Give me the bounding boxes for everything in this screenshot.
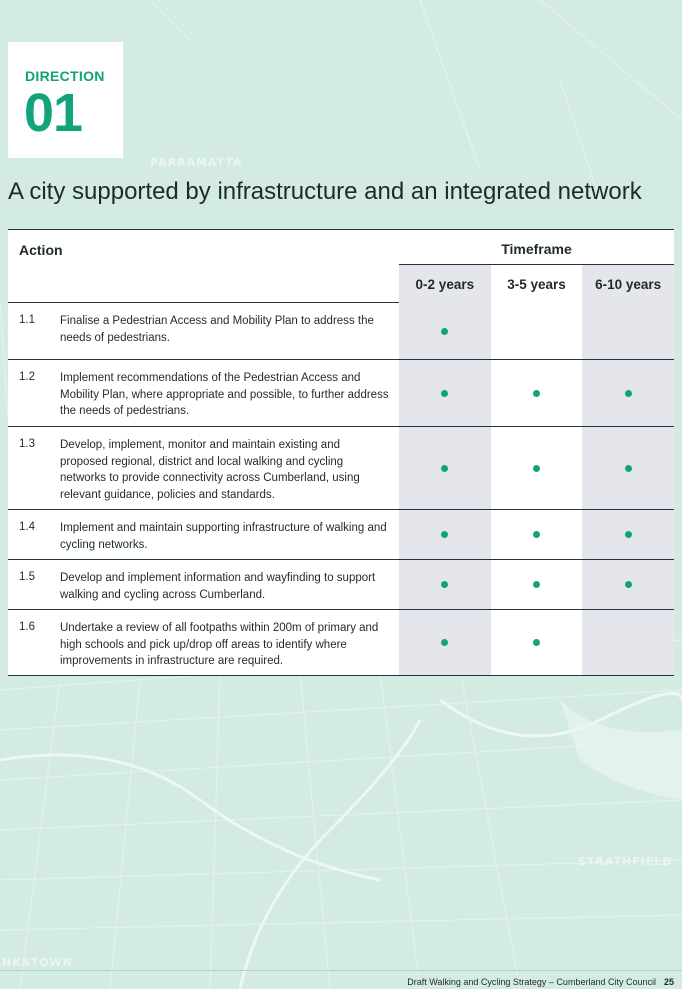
cell-0-2 [399,610,491,675]
mark-dot-icon [533,581,540,588]
mark-dot-icon [625,581,632,588]
table-row [8,510,674,560]
mark-dot-icon [533,390,540,397]
cell-3-5 [491,560,583,609]
action-description: Implement and maintain supporting infrastructure of walking and cycling networks. [60,522,387,551]
cell-3-5 [491,510,583,559]
map-label-bottom-left: NKSTOWN [2,956,73,969]
timeframe-0-2-header: 0-2 years [399,265,491,303]
action-description: Develop and implement information and wayfinding to support walking and cycling across Cumberland. [60,572,376,601]
action-number: 1.2 [19,371,35,383]
action-number: 1.6 [19,621,35,633]
timeframe-column-header: Timeframe [501,241,572,257]
table-row [8,360,674,427]
map-label-top: PARRAMATTA [150,156,243,169]
mark-dot-icon [533,531,540,538]
cell-3-5 [491,360,583,426]
mark-dot-icon [625,465,632,472]
table-header [8,229,674,303]
action-number: 1.3 [19,438,35,450]
table-row [8,610,674,676]
timeframe-3-5-header: 3-5 years [491,265,583,303]
timeframe-6-10-header: 6-10 years [582,265,674,303]
mark-dot-icon [625,531,632,538]
cell-6-10 [582,610,674,675]
action-column-header: Action [19,242,63,258]
mark-dot-icon [441,390,448,397]
direction-label: DIRECTION [25,68,105,84]
direction-number: 01 [24,83,83,143]
cell-0-2 [399,360,491,426]
table-row [8,560,674,610]
cell-6-10 [582,510,674,559]
mark-dot-icon [625,390,632,397]
action-number: 1.5 [19,571,35,583]
cell-6-10 [582,427,674,509]
mark-dot-icon [441,465,448,472]
action-table [8,229,674,676]
map-label-right: STRATHFIELD [578,855,673,868]
cell-0-2 [399,427,491,509]
cell-0-2 [399,303,491,359]
direction-box [8,42,123,158]
timeframe-subheaders [399,264,674,303]
cell-3-5 [491,427,583,509]
mark-dot-icon [441,639,448,646]
page-footer [407,977,674,987]
action-description: Implement recommendations of the Pedestrian Access and Mobility Plan, where appropriate and possible, to further address the needs of pedestrians. [60,372,389,417]
action-number: 1.1 [19,314,35,326]
table-row [8,303,674,360]
table-row [8,427,674,510]
footer-text: Draft Walking and Cycling Strategy – Cumberland City Council [407,977,656,987]
action-number: 1.4 [19,521,35,533]
mark-dot-icon [441,581,448,588]
page-number: 25 [663,977,674,987]
mark-dot-icon [533,465,540,472]
cell-6-10 [582,360,674,426]
footer-rule [0,970,682,971]
cell-3-5 [491,610,583,675]
action-description: Undertake a review of all footpaths within 200m of primary and high schools and pick up/drop off areas to identify where improvements in infrastructure are required. [60,622,379,667]
mark-dot-icon [441,328,448,335]
page-title: A city supported by infrastructure and an integrated network [8,178,642,205]
cell-0-2 [399,510,491,559]
mark-dot-icon [441,531,448,538]
mark-dot-icon [533,639,540,646]
cell-6-10 [582,303,674,359]
cell-6-10 [582,560,674,609]
cell-0-2 [399,560,491,609]
action-description: Develop, implement, monitor and maintain existing and proposed regional, district and local walking and cycling networks to provide connectivity across Cumberland, using relevant guidance, policies and standards. [60,439,360,501]
cell-3-5 [491,303,583,359]
action-description: Finalise a Pedestrian Access and Mobility Plan to address the needs of pedestrians. [60,315,374,344]
